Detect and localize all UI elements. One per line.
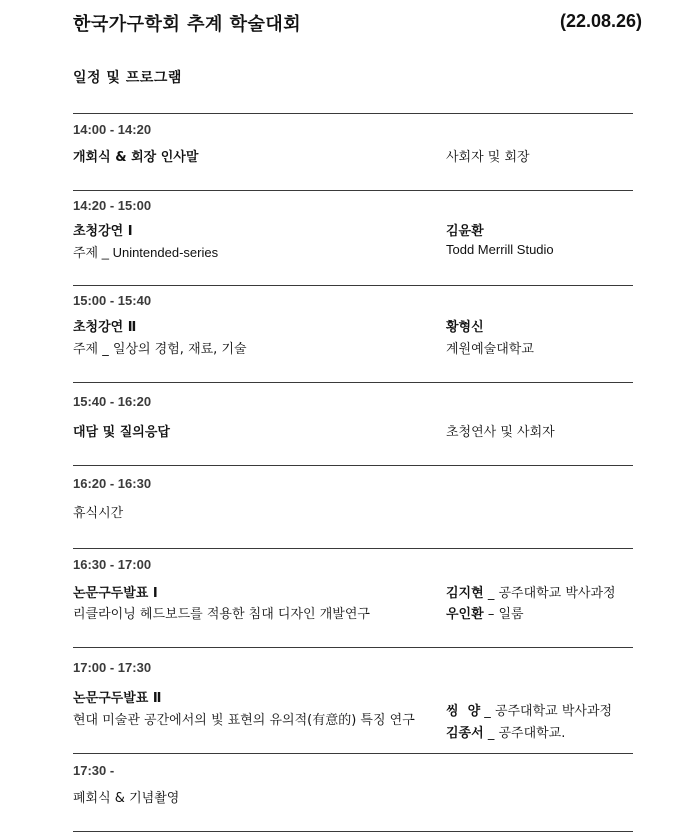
section-subtitle: 일정 및 프로그램 xyxy=(73,70,182,86)
session-topic: 휴식시간 xyxy=(73,506,124,521)
divider xyxy=(73,382,633,383)
presenter-name: 김지현 xyxy=(446,586,484,601)
session-topic: 폐회식 & 기념촬영 xyxy=(73,791,180,806)
session-topic: 주제 _ 일상의 경험, 재료, 기술 xyxy=(73,342,247,357)
presenter-affiliation: 공주대학교 박사과정 xyxy=(494,704,613,719)
session-name: 논문구두발표 Ⅱ xyxy=(73,691,162,706)
divider xyxy=(73,548,633,549)
divider xyxy=(73,647,633,648)
presenter-line xyxy=(446,582,616,601)
session-time: 14:00 - 14:20 xyxy=(73,122,152,137)
session-time: 17:00 - 17:30 xyxy=(73,660,152,675)
presenter-affiliation: 공주대학교. xyxy=(498,726,566,741)
presenter-name: 우인환 xyxy=(446,607,484,622)
divider xyxy=(73,285,633,286)
speaker-name: 황형신 xyxy=(446,320,484,335)
session-topic: 리클라이닝 헤드보드를 적용한 침대 디자인 개발연구 xyxy=(73,607,370,622)
session-time: 16:30 - 17:00 xyxy=(73,557,152,572)
speaker-affiliation: Todd Merrill Studio xyxy=(446,242,554,257)
presenter-sep: _ xyxy=(483,726,499,741)
page-title: 한국가구학회 추계 학술대회 xyxy=(73,14,302,35)
presenter-affiliation: 일룸 xyxy=(498,607,524,622)
session-time: 15:40 - 16:20 xyxy=(73,394,152,409)
presenter-line xyxy=(446,603,524,622)
session-time: 17:30 - xyxy=(73,763,115,778)
divider xyxy=(73,113,633,114)
speaker-affiliation: 계원예술대학교 xyxy=(446,342,534,357)
session-topic: 주제 _ Unintended-series xyxy=(73,245,219,260)
session-name: 논문구두발표 Ⅰ xyxy=(73,586,158,601)
presenter-name: 씽 양 xyxy=(446,704,481,719)
session-host: 초청연사 및 사회자 xyxy=(446,425,555,440)
divider xyxy=(73,753,633,754)
session-topic: 현대 미술관 공간에서의 빛 표현의 유의적(有意的) 특징 연구 xyxy=(73,713,415,728)
session-name: 대담 및 질의응답 xyxy=(73,425,170,440)
event-date: (22.08.26) xyxy=(560,11,643,31)
session-name: 초청강연 Ⅰ xyxy=(73,224,133,239)
session-time: 14:20 - 15:00 xyxy=(73,198,152,213)
presenter-name: 김종서 xyxy=(446,726,484,741)
session-host: 사회자 및 회장 xyxy=(446,150,530,165)
session-name: 개회식 & 회장 인사말 xyxy=(73,150,199,165)
presenter-sep: – xyxy=(483,607,499,622)
divider xyxy=(73,465,633,466)
presenter-affiliation: 공주대학교 박사과정 xyxy=(498,586,616,601)
divider xyxy=(73,190,633,191)
presenter-line xyxy=(446,722,565,741)
session-name: 초청강연 Ⅱ xyxy=(73,320,137,335)
presenter-sep: _ xyxy=(483,586,499,601)
speaker-name: 김윤환 xyxy=(446,224,484,239)
session-time: 15:00 - 15:40 xyxy=(73,293,152,308)
session-time: 16:20 - 16:30 xyxy=(73,476,152,491)
divider xyxy=(73,831,633,832)
presenter-sep: _ xyxy=(480,704,495,719)
presenter-line xyxy=(446,700,612,719)
